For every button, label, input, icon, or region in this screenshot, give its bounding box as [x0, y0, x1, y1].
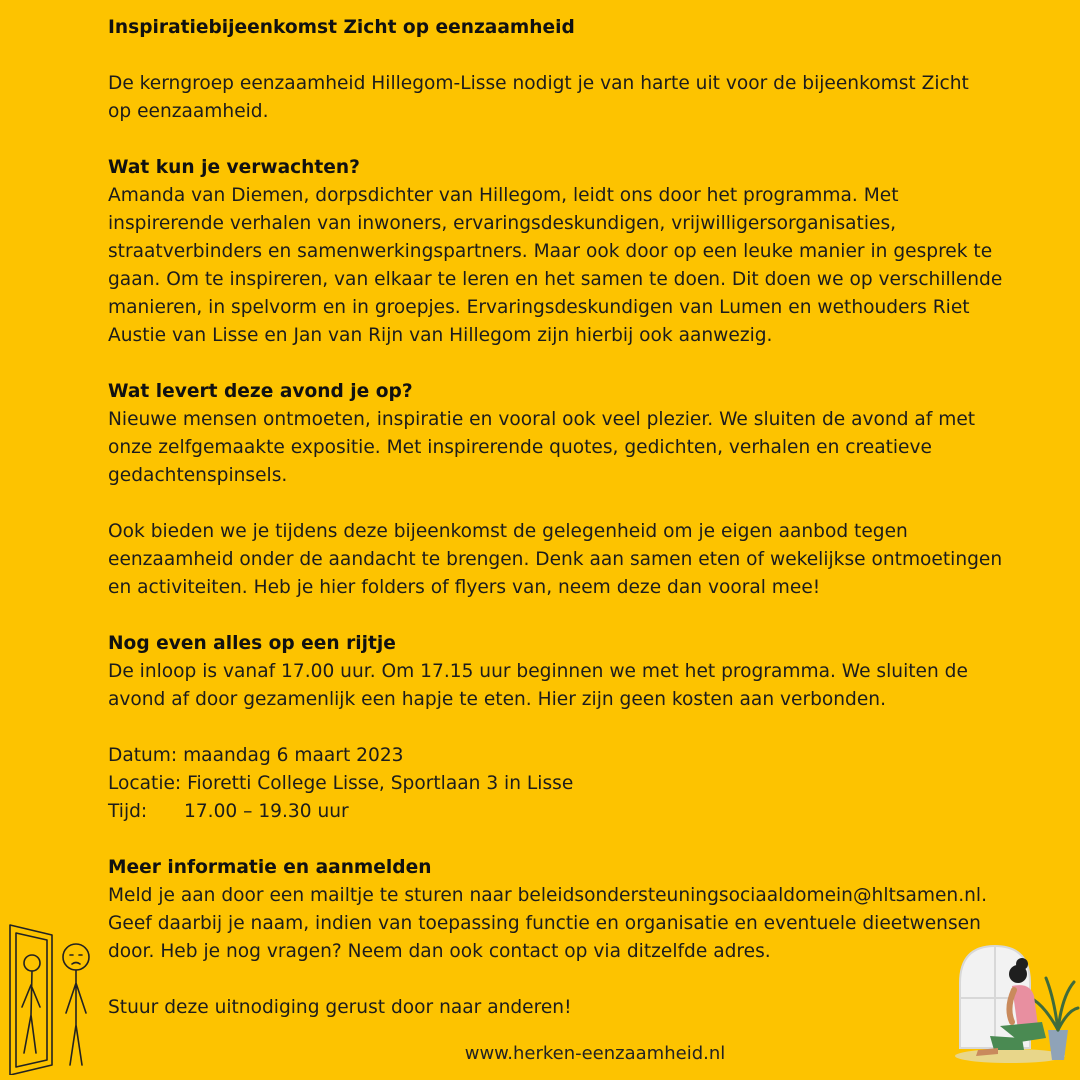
paragraph-line: Meld je aan door een mailtje te sturen naar beleidsondersteuningsociaaldomein@hltsamen.nl.	[108, 885, 987, 906]
person-mirror-illustration-icon	[4, 915, 99, 1075]
sitting-person-window-illustration-icon	[950, 938, 1080, 1068]
paragraph-line: eenzaamheid onder de aandacht te brengen. Denk aan samen eten of wekelijkse ontmoetingen	[108, 549, 1003, 570]
page-title: Inspiratiebijeenkomst Zicht op eenzaamheid	[108, 17, 575, 38]
paragraph-line: en activiteiten. Heb je hier folders of flyers van, neem deze dan vooral mee!	[108, 577, 821, 598]
intro-line: De kerngroep eenzaamheid Hillegom-Lisse nodigt je van harte uit voor de bijeenkomst Zicht	[108, 73, 969, 94]
section-heading-benefits: Wat levert deze avond je op?	[108, 381, 413, 402]
location-line: Locatie: Fioretti College Lisse, Sportlaan 3 in Lisse	[108, 773, 574, 794]
date-line: Datum: maandag 6 maart 2023	[108, 745, 404, 766]
paragraph-line: straatverbinders en samenwerkingspartners. Maar ook door op een leuke manier in gesprek te	[108, 241, 993, 262]
paragraph-line: inspirerende verhalen van inwoners, ervaringsdeskundigen, vrijwilligersorganisaties,	[108, 213, 897, 234]
paragraph-line: Nieuwe mensen ontmoeten, inspiratie en vooral ook veel plezier. We sluiten de avond af met	[108, 409, 976, 430]
intro-line: op eenzaamheid.	[108, 101, 269, 122]
invitation-text	[108, 14, 1058, 1022]
time-line	[108, 798, 1058, 826]
section-heading-expect: Wat kun je verwachten?	[108, 157, 360, 178]
paragraph-line: door. Heb je nog vragen? Neem dan ook contact op via ditzelfde adres.	[108, 941, 771, 962]
closing-line: Stuur deze uitnodiging gerust door naar anderen!	[108, 997, 572, 1018]
time-value: 17.00 – 19.30 uur	[184, 801, 349, 822]
paragraph-line: Amanda van Diemen, dorpsdichter van Hillegom, leidt ons door het programma. Met	[108, 185, 899, 206]
time-label: Tijd:	[108, 801, 148, 822]
paragraph-line: avond af door gezamenlijk een hapje te eten. Hier zijn geen kosten aan verbonden.	[108, 689, 886, 710]
paragraph-line: Austie van Lisse en Jan van Rijn van Hillegom zijn hierbij ook aanwezig.	[108, 325, 773, 346]
paragraph-line: gaan. Om te inspireren, van elkaar te leren en het samen te doen. Dit doen we op verschillende	[108, 269, 1003, 290]
paragraph-line: De inloop is vanaf 17.00 uur. Om 17.15 uur beginnen we met het programma. We sluiten de	[108, 661, 968, 682]
paragraph-line: gedachtenspinsels.	[108, 465, 288, 486]
paragraph-line: onze zelfgemaakte expositie. Met inspirerende quotes, gedichten, verhalen en creatieve	[108, 437, 932, 458]
footer-website-link[interactable]: www.herken-eenzaamheid.nl	[464, 1043, 726, 1064]
paragraph-line: Ook bieden we je tijdens deze bijeenkomst de gelegenheid om je eigen aanbod tegen	[108, 521, 908, 542]
section-heading-signup: Meer informatie en aanmelden	[108, 857, 432, 878]
section-heading-summary: Nog even alles op een rijtje	[108, 633, 396, 654]
paragraph-line: manieren, in spelvorm en in groepjes. Ervaringsdeskundigen van Lumen en wethouders Riet	[108, 297, 970, 318]
paragraph-line: Geef daarbij je naam, indien van toepassing functie en organisatie en eventuele dieetwensen	[108, 913, 981, 934]
